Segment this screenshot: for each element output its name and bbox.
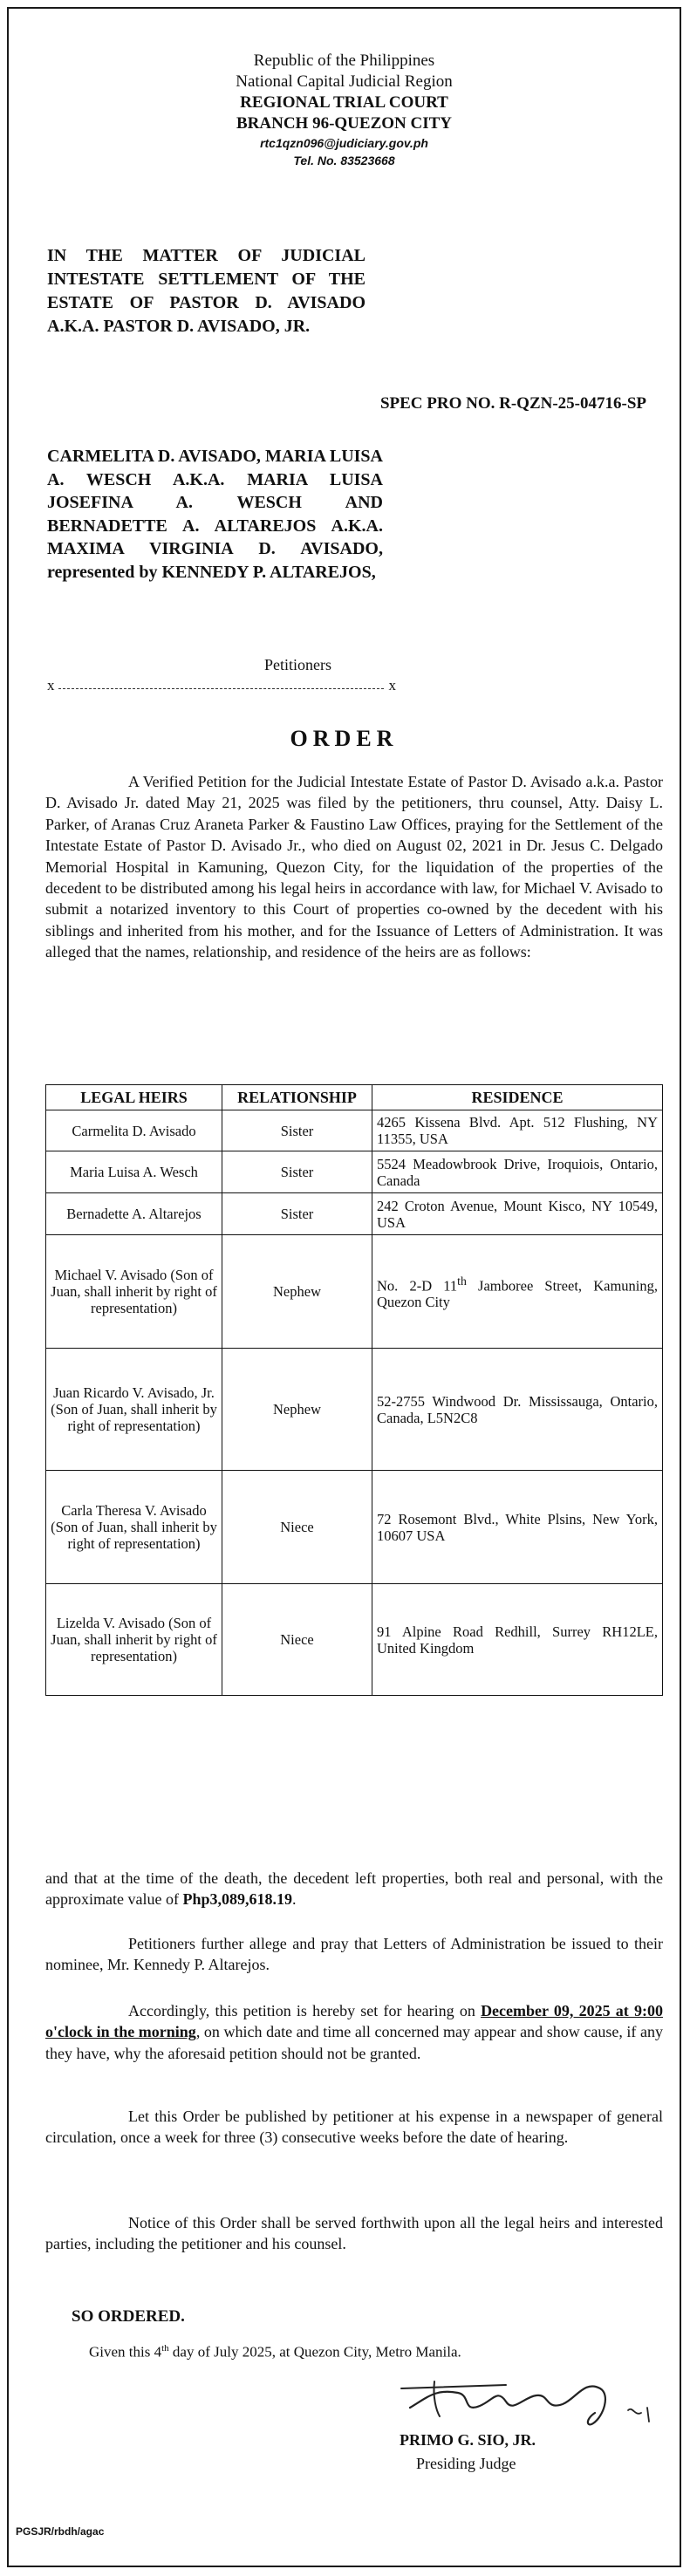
heir-name: Maria Luisa A. Wesch bbox=[46, 1151, 222, 1193]
heir-residence: 242 Croton Avenue, Mount Kisco, NY 10549, USA bbox=[372, 1193, 663, 1235]
table-row bbox=[46, 1151, 663, 1193]
heir-relationship: Nephew bbox=[222, 1235, 372, 1349]
separator-right-x: x bbox=[388, 677, 396, 694]
heir-name: Juan Ricardo V. Avisado, Jr. (Son of Juan, shall inherit by right of representation) bbox=[46, 1349, 222, 1471]
properties-text: and that at the time of the death, the decedent left properties, both real and personal, with the approximate value of bbox=[45, 1869, 663, 1909]
heir-relationship: Niece bbox=[222, 1471, 372, 1584]
header-court: REGIONAL TRIAL COURT bbox=[240, 93, 448, 112]
given-line bbox=[89, 2343, 461, 2361]
court-order-page bbox=[7, 7, 681, 2567]
table-row bbox=[46, 1349, 663, 1471]
given-post: day of July 2025, at Quezon City, Metro Manila. bbox=[168, 2343, 461, 2361]
petitioners-caption: CARMELITA D. AVISADO, MARIA LUISA A. WESCH A.K.A. MARIA LUISA JOSEFINA A. WESCH AND BERNADETTE A. ALTAREJOS A.K.A. MAXIMA VIRGINIA D. AVISADO, represented by KENNEDY P. ALTAREJOS, bbox=[47, 447, 383, 582]
heirs-table-header-row bbox=[46, 1085, 663, 1110]
header-region: National Capital Judicial Region bbox=[236, 72, 453, 91]
heir-relationship: Sister bbox=[222, 1110, 372, 1151]
court-header bbox=[9, 51, 680, 169]
table-row bbox=[46, 1584, 663, 1696]
heir-name: Lizelda V. Avisado (Son of Juan, shall inherit by right of representation) bbox=[46, 1584, 222, 1696]
hearing-date: December 09, 2025 at 9:00 o'clock in the morning bbox=[45, 2002, 663, 2041]
heir-name: Carmelita D. Avisado bbox=[46, 1110, 222, 1151]
heirs-table bbox=[45, 1084, 663, 1696]
judge-name: PRIMO G. SIO, JR. bbox=[400, 2431, 536, 2449]
caption-separator bbox=[47, 677, 396, 694]
heir-residence: 52-2755 Windwood Dr. Mississauga, Ontario, Canada, L5N2C8 bbox=[372, 1349, 663, 1471]
col-header-residence: RESIDENCE bbox=[372, 1085, 663, 1110]
heir-residence: 5524 Meadowbrook Drive, Iroquiois, Ontario, Canada bbox=[372, 1151, 663, 1193]
header-email: rtc1qzn096@judiciary.gov.ph bbox=[260, 136, 428, 150]
hearing-pre: Accordingly, this petition is hereby set for hearing on bbox=[128, 2002, 482, 2019]
heir-residence: 4265 Kissena Blvd. Apt. 512 Flushing, NY 11355, USA bbox=[372, 1110, 663, 1151]
header-tel: Tel. No. 83523668 bbox=[293, 154, 395, 167]
residence-part: No. 2-D 11 bbox=[377, 1277, 458, 1295]
separator-rule bbox=[58, 688, 384, 689]
heir-name: Bernadette A. Altarejos bbox=[46, 1193, 222, 1235]
hearing-post: , on which date and time all concerned may appear and show cause, if any they have, why the aforesaid petition should not be granted. bbox=[45, 2023, 663, 2062]
publication-paragraph: Let this Order be published by petitioner at his expense in a newspaper of general circulation, once a week for three (3) consecutive weeks before the date of hearing. bbox=[45, 2108, 663, 2147]
petitioners-label: Petitioners bbox=[264, 656, 331, 673]
col-header-relationship: RELATIONSHIP bbox=[222, 1085, 372, 1110]
heir-relationship: Niece bbox=[222, 1584, 372, 1696]
reference-code: PGSJR/rbdh/agac bbox=[16, 2525, 105, 2538]
given-pre: Given this 4 bbox=[89, 2343, 162, 2361]
judge-signature bbox=[375, 2362, 663, 2432]
table-row bbox=[46, 1193, 663, 1235]
notice-paragraph: Notice of this Order shall be served forthwith upon all the legal heirs and interested parties, including the petitioner and his counsel. bbox=[45, 2214, 663, 2253]
header-branch: BRANCH 96-QUEZON CITY bbox=[236, 114, 453, 133]
heir-name: Michael V. Avisado (Son of Juan, shall inherit by right of representation) bbox=[46, 1235, 222, 1349]
judge-title: Presiding Judge bbox=[416, 2455, 516, 2472]
hearing-paragraph bbox=[45, 2000, 663, 2064]
heir-relationship: Nephew bbox=[222, 1349, 372, 1471]
properties-end: . bbox=[291, 1890, 297, 1909]
order-title: ORDER bbox=[290, 726, 399, 751]
heir-residence: 72 Rosemont Blvd., White Plsins, New York, 10607 USA bbox=[372, 1471, 663, 1584]
table-row bbox=[46, 1471, 663, 1584]
heir-residence bbox=[372, 1235, 663, 1349]
heir-relationship: Sister bbox=[222, 1193, 372, 1235]
separator-left-x: x bbox=[47, 677, 55, 694]
so-ordered: SO ORDERED. bbox=[72, 2307, 185, 2326]
properties-value: Php3,089,618.19 bbox=[182, 1890, 292, 1909]
heir-name: Carla Theresa V. Avisado (Son of Juan, shall inherit by right of representation) bbox=[46, 1471, 222, 1584]
case-title: IN THE MATTER OF JUDICIAL INTESTATE SETTLEMENT OF THE ESTATE OF PASTOR D. AVISADO A.K.A. PASTOR D. AVISADO, JR. bbox=[47, 246, 365, 336]
table-row bbox=[46, 1235, 663, 1349]
col-header-legal-heirs: LEGAL HEIRS bbox=[46, 1085, 222, 1110]
table-row bbox=[46, 1110, 663, 1151]
header-republic: Republic of the Philippines bbox=[253, 51, 435, 70]
heir-relationship: Sister bbox=[222, 1151, 372, 1193]
residence-part: Jamboree Street, Kamuning, Quezon City bbox=[377, 1277, 658, 1311]
intro-paragraph: A Verified Petition for the Judicial Intestate Estate of Pastor D. Avisado a.k.a. Pastor D. Avisado Jr. dated May 21, 2025 was filed by the petitioners, thru counsel, Atty. Daisy L. Parker, of Aranas Cruz Araneta Parker & Faustino Law Offices, praying for the Settlement of the Intestate Estate of Pastor D. Avisado Jr., who died on August 02, 2021 in Dr. Jesus C. Delgado Memorial Hospital in Kamuning, Quezon City, for the liquidation of the properties of the decedent to be distributed among his legal heirs in accordance with law, for Michael V. Avisado to submit a notarized inventory to this Court of properties co-owned by the decedent with his siblings and inherited from his mother, and for the Issuance of Letters of Administration. It was alleged that the names, relationship, and residence of the heirs are as follows: bbox=[45, 773, 663, 961]
spec-pro-number: SPEC PRO NO. R-QZN-25-04716-SP bbox=[379, 394, 646, 413]
residence-ordinal: th bbox=[457, 1274, 467, 1288]
given-ordinal: th bbox=[161, 2343, 169, 2354]
letters-paragraph: Petitioners further allege and pray that Letters of Administration be issued to their nominee, Mr. Kennedy P. Altarejos. bbox=[45, 1935, 663, 1974]
properties-paragraph bbox=[45, 1868, 663, 1910]
heir-residence: 91 Alpine Road Redhill, Surrey RH12LE, United Kingdom bbox=[372, 1584, 663, 1696]
